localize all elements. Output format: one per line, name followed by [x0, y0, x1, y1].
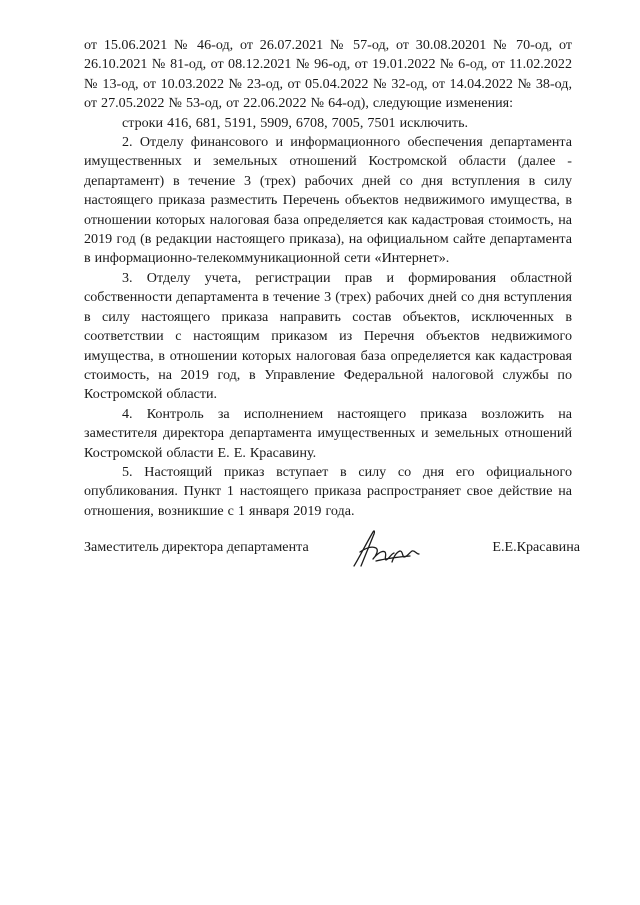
handwritten-signature-icon: [346, 526, 426, 572]
order-item-4: 4. Контроль за исполнением настоящего приказа возложить на заместителя директора департамента имущественных и земельных отношений Костромской области Е. Е. Красавину.: [84, 405, 572, 461]
document-body: [84, 36, 572, 521]
order-item-3: 3. Отделу учета, регистрации прав и формирования областной собственности департамента в течение 3 (трех) рабочих дней со дня вступления в силу настоящего приказа направить состав объектов, исключенных в соответствии с настоящим приказом из Перечня объектов недвижимого имущества, в отношении которых налоговая база определяется как кадастровая стоимость, на 2019 год, в Управление Федеральной налоговой службы по Костромской области.: [84, 269, 572, 403]
amendment-references: от 15.06.2021 № 46-од, от 26.07.2021 № 57-од, от 30.08.20201 № 70-од, от 26.10.2021 № 81-од, от 08.12.2021 № 96-од, от 19.01.2022 № 6-од, от 11.02.2022 № 13-од, от 10.03.2022 № 23-од, от 05.04.2022 № 32-од, от 14.04.2022 № 38-од, от 27.05.2022 № 53-од, от 22.06.2022 № 64-од), следующие изменения:: [84, 37, 572, 112]
order-item-2: 2. Отделу финансового и информационного обеспечения департамента имущественных и земельных отношений Костромской области (далее - департамент) в течение 3 (трех) рабочих дней со дня вступления в силу настоящего приказа разместить Перечень объектов недвижимого имущества, в отношении которых налоговая база определяется как кадастровая стоимость, на 2019 год (в редакции настоящего приказа), на официальном сайте департамента в информационно-телекоммуникационной сети «Интернет».: [84, 134, 572, 267]
signature-block: [84, 526, 580, 576]
signatory-title: Заместитель директора департамента: [84, 539, 309, 555]
signatory-name: Е.Е.Красавина: [492, 539, 580, 555]
order-item-5: 5. Настоящий приказ вступает в силу со дня его официального опубликования. Пункт 1 настоящего приказа распространяет свое действие на отношения, возникшие с 1 января 2019 года.: [84, 463, 572, 519]
rows-to-exclude: строки 416, 681, 5191, 5909, 6708, 7005, 7501 исключить.: [122, 114, 469, 131]
